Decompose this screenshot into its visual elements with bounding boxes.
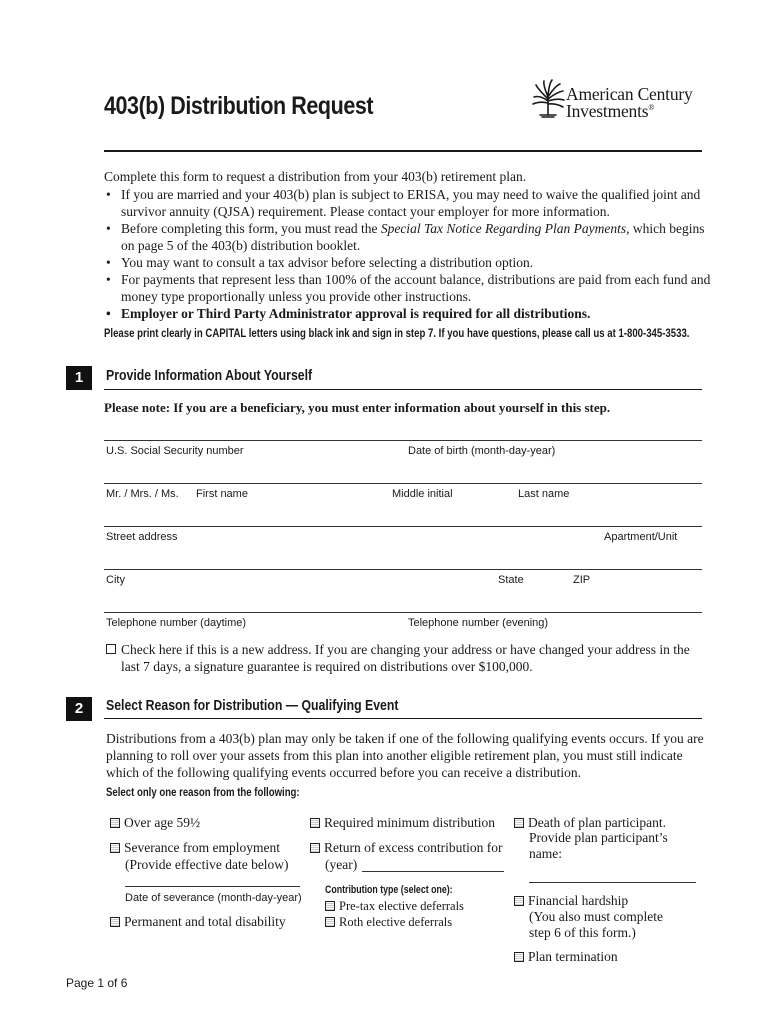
death-checkbox[interactable] <box>514 818 524 828</box>
logo-text-line1: American Century <box>566 84 693 104</box>
print-note: Please print clearly in CAPITAL letters using black ink and sign in step 7. If you have questions, please call us at 1-800-345-3533. <box>104 326 690 340</box>
first-name-label: First name <box>196 488 248 500</box>
last-name-label: Last name <box>518 488 570 500</box>
header-rule <box>104 150 702 152</box>
intro-bullet: • Employer or Third Party Administrator approval is required for all distributions. <box>106 306 591 321</box>
section-2-title: Select Reason for Distribution — Qualifying Event <box>106 697 399 714</box>
page-number: Page 1 of 6 <box>66 976 128 990</box>
disability-option: Permanent and total disability <box>110 913 286 930</box>
rmd-option: Required minimum distribution <box>310 814 495 831</box>
hardship-note-line3: step 6 of this form.) <box>529 925 636 940</box>
pretax-checkbox[interactable] <box>325 901 335 911</box>
severance-checkbox[interactable] <box>110 843 120 853</box>
section-1-rule <box>104 389 702 390</box>
salutation-label: Mr. / Mrs. / Ms. <box>106 488 179 500</box>
excess-option: Return of excess contribution for <box>310 839 502 856</box>
intro-bullet: • For payments that represent less than 100% of the account balance, distributions are paid from each fund and money type proportionally unless you provide other instructions. <box>106 272 711 304</box>
phone-eve-label: Telephone number (evening) <box>408 617 549 629</box>
qualifying-description: Distributions from a 403(b) plan may only be taken if one of the following qualifying events occurs. If you are planning to roll over your assets from this plan into another eligible retirement plan, you must still indicate which of the following qualifying events occurred before you can receive a distribution. <box>106 731 704 780</box>
termination-checkbox[interactable] <box>514 952 524 962</box>
section-1-number: 1 <box>66 366 92 390</box>
severance-option: Severance from employment <box>110 839 280 856</box>
intro-lead: Complete this form to request a distribution from your 403(b) retirement plan. <box>104 169 527 184</box>
death-option: Death of plan participant. <box>514 814 666 831</box>
new-address-checkbox[interactable] <box>106 644 116 654</box>
street-field[interactable] <box>104 526 702 527</box>
intro-bullet: • You may want to consult a tax advisor before selecting a distribution option. <box>106 255 534 270</box>
section-2-rule <box>104 718 702 719</box>
select-one-heading: Select only one reason from the following: <box>106 785 300 799</box>
section-2-number: 2 <box>66 697 92 721</box>
city-label: City <box>106 574 125 586</box>
termination-option: Plan termination <box>514 948 618 965</box>
over-age-checkbox[interactable] <box>110 818 120 828</box>
name-field[interactable] <box>104 483 702 484</box>
hardship-option: Financial hardship <box>514 892 628 909</box>
disability-checkbox[interactable] <box>110 917 120 927</box>
death-note-line2: Provide plan participant’s <box>529 830 668 845</box>
beneficiary-note: Please note: If you are a beneficiary, you must enter information about yourself in this step. <box>104 400 611 415</box>
roth-checkbox[interactable] <box>325 917 335 927</box>
intro-bullet: • If you are married and your 403(b) plan is subject to ERISA, you may need to waive the qualified joint and survivor annuity (QJSA) requirement. Please contact your employer for more information. <box>106 187 701 219</box>
phone-day-label: Telephone number (daytime) <box>106 617 247 629</box>
contribution-type-heading: Contribution type (select one): <box>325 884 453 896</box>
new-address-option: Check here if this is a new address. If you are changing your address or have changed your address in the last 7 days, a signature guarantee is required on distributions over $100,000. <box>106 641 706 675</box>
state-label: State <box>498 574 524 586</box>
rmd-checkbox[interactable] <box>310 818 320 828</box>
excess-year-label: (year) <box>325 857 358 872</box>
participant-name-field[interactable] <box>529 882 696 883</box>
ssn-label: U.S. Social Security number <box>106 445 244 457</box>
over-age-option: Over age 59½ <box>110 814 200 831</box>
severance-date-field[interactable] <box>125 886 300 887</box>
ssn-field[interactable] <box>104 440 702 441</box>
zip-label: ZIP <box>573 574 591 586</box>
severance-note: (Provide effective date below) <box>125 857 289 872</box>
intro-bullet: • Before completing this form, you must read the Special Tax Notice Regarding Plan Payments, which begins on page 5 of the 403(b) distribution booklet. <box>106 221 705 253</box>
hardship-note-line2: (You also must complete <box>529 909 663 924</box>
page-title: 403(b) Distribution Request <box>104 92 374 120</box>
severance-date-label: Date of severance (month-day-year) <box>125 892 302 904</box>
roth-option: Roth elective deferrals <box>325 914 452 930</box>
street-label: Street address <box>106 531 178 543</box>
city-field[interactable] <box>104 569 702 570</box>
dob-label: Date of birth (month-day-year) <box>408 445 556 457</box>
logo-text-line2: Investments® <box>566 101 655 121</box>
excess-checkbox[interactable] <box>310 843 320 853</box>
hardship-checkbox[interactable] <box>514 896 524 906</box>
section-1-title: Provide Information About Yourself <box>106 367 313 384</box>
pretax-option: Pre-tax elective deferrals <box>325 898 464 914</box>
middle-initial-label: Middle initial <box>392 488 453 500</box>
phone-field[interactable] <box>104 612 702 613</box>
excess-year-field[interactable] <box>362 871 504 872</box>
tree-logo-icon <box>530 79 566 119</box>
apt-label: Apartment/Unit <box>604 531 678 543</box>
death-note-line3: name: <box>529 846 562 861</box>
